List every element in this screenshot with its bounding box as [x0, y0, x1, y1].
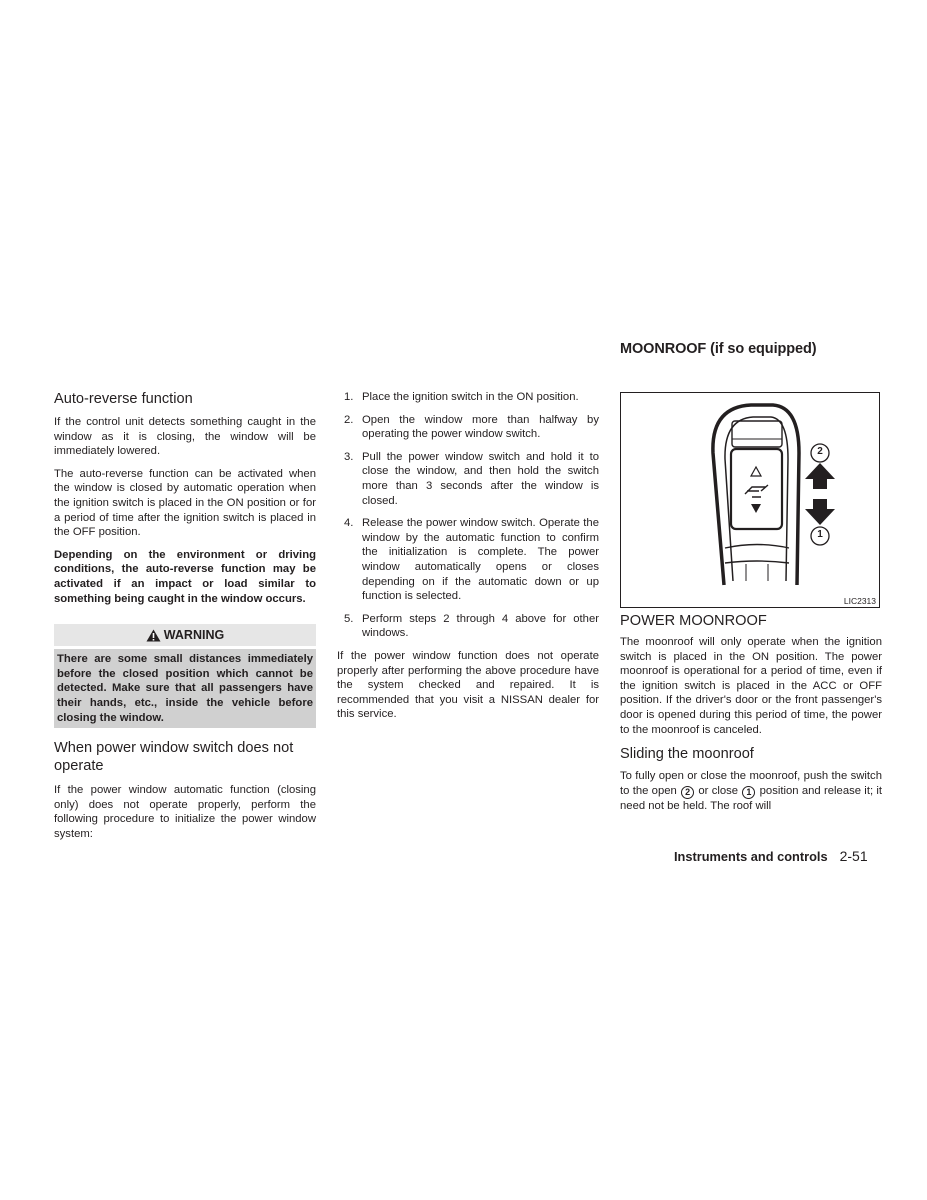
warning-label: WARNING [163, 628, 225, 643]
moonroof-switch-illustration [621, 393, 879, 607]
page-number: 2-51 [839, 848, 868, 864]
heading-sliding-moonroof: Sliding the moonroof [620, 746, 754, 763]
list-item [337, 390, 599, 405]
step-number: 1. [344, 391, 354, 403]
list-item [337, 612, 599, 641]
column-left [54, 390, 316, 841]
moonroof-switch-figure [620, 392, 880, 608]
warning-icon [146, 629, 161, 642]
step-text: Perform steps 2 through 4 above for other windows. [362, 612, 599, 640]
down-arrow-icon [805, 499, 835, 525]
step-number: 3. [344, 450, 354, 463]
step-text: Pull the power window switch and hold it to close the window, and then hold the switch more than 3 seconds after the window is closed. [362, 450, 599, 507]
heading-power-moonroof: POWER MOONROOF [620, 613, 767, 629]
step-text: Release the power window switch. Operate the window by the automatic function to confirm the initialization is complete. The power window automatically opens or closes depending on if the automatic down or up function is selected. [362, 517, 599, 603]
callout-close-number: 1 [817, 529, 823, 540]
warning-header [54, 624, 316, 646]
paragraph-after-steps: If the power window function does not operate properly after performing the above procedure have the system checked and repaired. It is recommended that you visit a NISSAN dealer for this service. [337, 649, 599, 721]
paragraph-auto-reverse-2: The auto-reverse function can be activated when the window is closed by automatic operation when the ignition switch is placed in the ON position or for a period of time after the ignition switch is placed in the OFF position. [54, 467, 316, 539]
step-text: Open the window more than halfway by operating the power window switch. [362, 413, 599, 441]
up-arrow-icon [805, 463, 835, 489]
sliding-text-part-1: To fully open or close the moonroof, push the switch to the open [620, 770, 882, 797]
column-right [620, 612, 882, 813]
column-middle [337, 390, 599, 722]
paragraph-sliding-moonroof [620, 769, 882, 813]
paragraph-switch-not-operate: If the power window automatic function (closing only) does not operate properly, perform the following procedure to initialize the power window system: [54, 784, 316, 840]
step-number: 5. [344, 612, 354, 625]
list-item [337, 413, 599, 442]
list-item [337, 516, 599, 604]
paragraph-auto-reverse-note: Depending on the environment or driving conditions, the auto-reverse function may be activated if an impact or load similar to something being caught in the window occurs. [54, 548, 316, 605]
list-item [337, 450, 599, 508]
paragraph-auto-reverse-1: If the control unit detects something caught in the window as it is closing, the window will be immediately lowered. [54, 416, 316, 458]
heading-auto-reverse: Auto-reverse function [54, 391, 193, 407]
figure-label: LIC2313 [843, 596, 876, 606]
page-footer [674, 848, 868, 864]
sliding-text-part-3: position and release it; it need not be held. The roof will [620, 784, 883, 812]
footer-title: Instruments and controls [674, 849, 828, 864]
warning-text: There are some small distances immediately before the closed position which cannot be detected. Make sure that all passengers have their hands, etc., inside the vehicle before closing the window. [54, 649, 316, 728]
section-header: MOONROOF (if so equipped) [620, 341, 817, 357]
callout-close-ref: 1 [742, 786, 755, 799]
callout-open-ref: 2 [681, 786, 694, 799]
step-number: 2. [344, 413, 354, 426]
step-number: 4. [344, 517, 354, 530]
heading-switch-not-operate: When power window switch does not operate [54, 740, 294, 775]
sliding-text-part-2: or close [698, 784, 739, 797]
step-text: Place the ignition switch in the ON position. [362, 391, 579, 403]
paragraph-power-moonroof: The moonroof will only operate when the ignition switch is placed in the ON position. The power moonroof is operational for a period of time, even if the ignition switch is placed in the ACC or OFF position. If the driver's door or the front passenger's door is opened during this period of time, the power to the moonroof is canceled. [620, 636, 882, 736]
callout-open-number: 2 [817, 446, 823, 457]
